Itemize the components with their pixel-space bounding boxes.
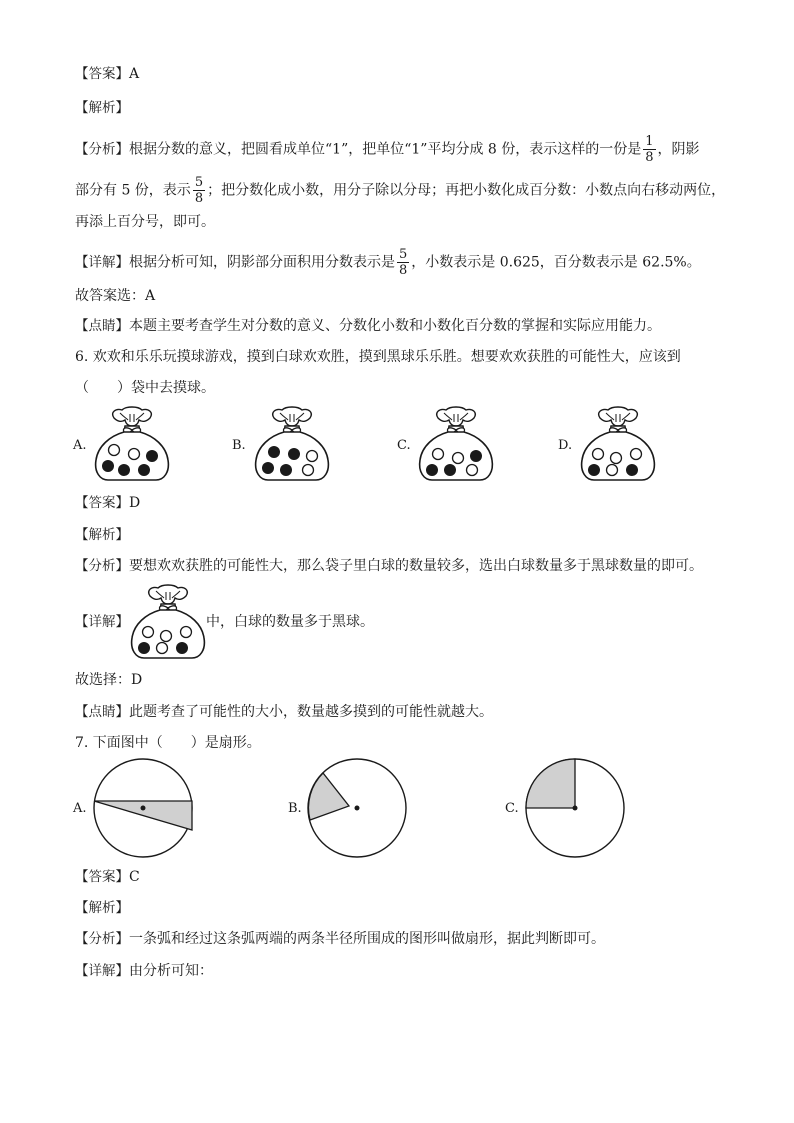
- q6-option-c-label[interactable]: C.: [397, 438, 411, 453]
- q7-fenxi: 一条弧和经过这条弧两端的两条半径所围成的图形叫做扇形，据此判断即可。: [129, 931, 605, 947]
- q5-dianjing: 本题主要考查学生对分数的意义、分数化小数和小数化百分数的掌握和实际应用能力。: [129, 318, 661, 334]
- q6-bag-a[interactable]: [92, 408, 172, 484]
- q6-option-a-label[interactable]: A.: [73, 438, 87, 453]
- q6-dianjing: 此题考查了可能性的大小，数量越多摸到的可能性就越大。: [129, 704, 493, 720]
- q7-circle-a[interactable]: [93, 758, 195, 860]
- q7-circle-c[interactable]: [525, 758, 627, 860]
- q5-fenxi-line3: 再添上百分号，即可。: [75, 214, 215, 230]
- answer-value: C: [129, 869, 140, 885]
- fraction-1-8: $\frac{1}{8}$: [645, 134, 654, 165]
- q6-xiangjie: 中，白球的数量多于黑球。: [206, 614, 374, 630]
- q6-bag-b[interactable]: [252, 408, 332, 484]
- q5-fenxi-line2: 部分有 5 份，表示 $\frac{5}{8}$ ；把分数化成小数，用分子除以分母；再把小数化成百分数：小数点向右移动两位，: [75, 175, 726, 206]
- q6-conclusion: 故选择：D: [75, 672, 143, 688]
- answer-value: D: [129, 495, 141, 511]
- xiangjie-tag: 【详解】: [75, 963, 129, 979]
- xiangjie-tag: 【详解】: [75, 254, 129, 271]
- q6-stem-line2: （ ）袋中去摸球。: [75, 380, 215, 396]
- q7-option-b-label[interactable]: B.: [288, 801, 302, 816]
- q6-bag-c[interactable]: [416, 408, 496, 484]
- q5-fenxi-line1: 【分析】根据分数的意义，把圆看成单位“1”，把单位“1”平均分成 8 份，表示这样的一份是 $\frac{1}{8}$ ，阴影: [75, 134, 700, 165]
- q7-option-c-label[interactable]: C.: [505, 801, 519, 816]
- q5-xiangjie: 【详解】根据分析可知，阴影部分面积用分数表示是 $\frac{5}{8}$ ，小数表示是 0.625，百分数表示是 62.5%。: [75, 247, 701, 278]
- q6-option-b-label[interactable]: B.: [232, 438, 246, 453]
- analysis-tag: 【解析】: [75, 100, 129, 116]
- dianjing-tag: 【点睛】: [75, 704, 129, 720]
- fenxi-tag: 【分析】: [75, 931, 129, 947]
- q7-circle-b[interactable]: [307, 758, 409, 860]
- q7-option-a-label[interactable]: A.: [73, 801, 87, 816]
- analysis-tag: 【解析】: [75, 900, 129, 916]
- q7-stem: 7. 下面图中（ ）是扇形。: [75, 735, 261, 751]
- xiangjie-tag: 【详解】: [75, 614, 129, 630]
- analysis-tag: 【解析】: [75, 527, 129, 543]
- dianjing-tag: 【点睛】: [75, 318, 129, 334]
- q6-fenxi: 要想欢欢获胜的可能性大，那么袋子里白球的数量较多，选出白球数量多于黑球数量的即可。: [129, 558, 703, 574]
- answer-tag: 【答案】: [75, 495, 129, 511]
- q7-xiangjie: 由分析可知：: [129, 963, 213, 979]
- q6-bag-d[interactable]: [578, 408, 658, 484]
- answer-tag: 【答案】: [75, 66, 129, 82]
- q6-stem-line1: 6. 欢欢和乐乐玩摸球游戏，摸到白球欢欢胜，摸到黑球乐乐胜。想要欢欢获胜的可能性大，应该到: [75, 349, 681, 365]
- fraction-5-8: $\frac{5}{8}$: [399, 247, 408, 278]
- fenxi-tag: 【分析】: [75, 141, 129, 158]
- answer-value: A: [129, 66, 140, 82]
- fraction-5-8: $\frac{5}{8}$: [194, 175, 204, 206]
- q6-bag-d-detail: [128, 586, 208, 662]
- q6-option-d-label[interactable]: D.: [558, 438, 573, 453]
- answer-tag: 【答案】: [75, 869, 129, 885]
- q5-conclusion: 故答案选：A: [75, 288, 156, 304]
- fenxi-tag: 【分析】: [75, 558, 129, 574]
